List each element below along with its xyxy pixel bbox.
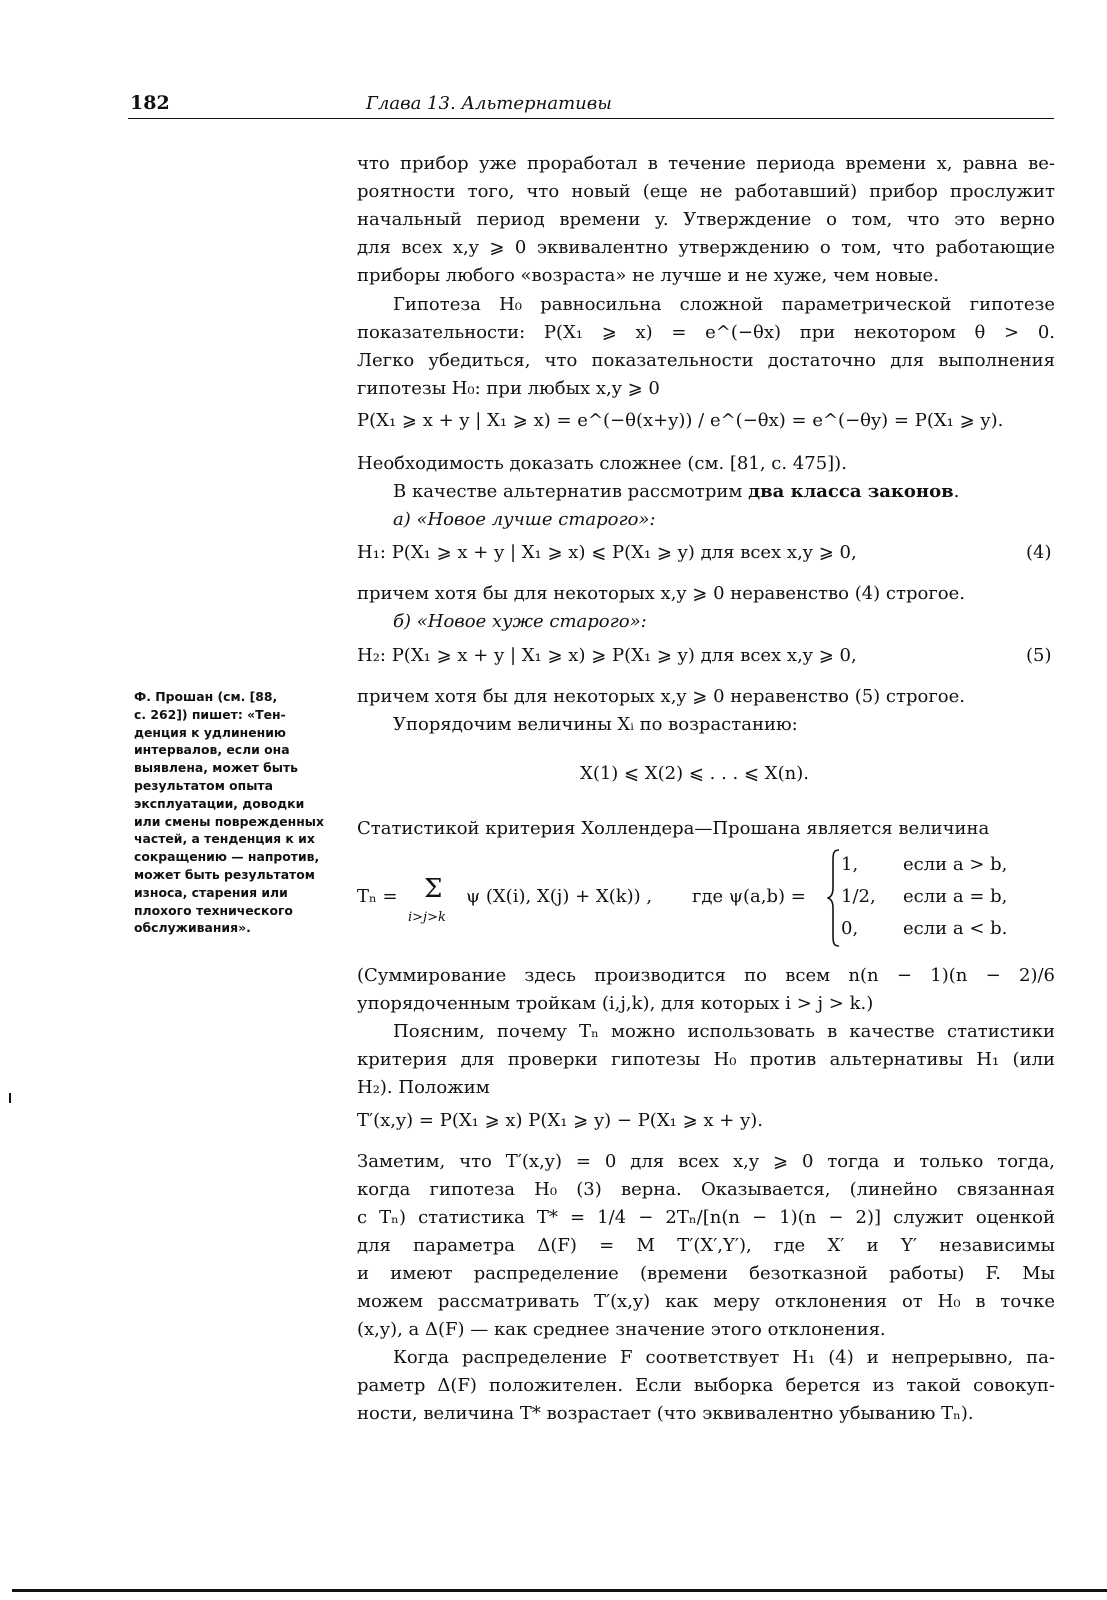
alternative-a: а) «Новое лучше старого»:: [393, 509, 656, 530]
text-line: H₂). Положим: [357, 1077, 490, 1098]
text-line: Поясним, почему Tₙ можно использовать в качестве статистики: [393, 1021, 1055, 1042]
sidenote-line: с. 262]) пишет: «Тен-: [134, 706, 286, 722]
text-line: что прибор уже проработал в течение периода времени x, равна ве-: [357, 153, 1055, 174]
equation-memoryless: P(X₁ ⩾ x + y | X₁ ⩾ x) = e^(−θ(x+y)) / e^(−θx) = e^(−θy) = P(X₁ ⩾ y).: [357, 410, 1004, 431]
paragraph-4-bold: два класса законов: [748, 481, 954, 502]
text-line: (x,y), а Δ(F) — как среднее значение этого отклонения.: [357, 1319, 886, 1340]
case-row: [841, 886, 1008, 907]
sidenote-line: выявлена, может быть: [134, 760, 299, 776]
text-line: Когда распределение F соответствует H₁ (4) и непрерывно, па-: [393, 1347, 1055, 1368]
case-row: [841, 854, 1008, 875]
text-line: можем рассматривать T′(x,y) как меру отклонения от H₀ в точке: [357, 1291, 1055, 1312]
paragraph-6: причем хотя бы для некоторых x,y ⩾ 0 неравенство (5) строгое.: [357, 686, 965, 707]
paragraph-9: [357, 962, 1055, 1018]
paragraph-8: Статистикой критерия Холлендера—Прошана является величина: [357, 818, 990, 839]
equation-h2: H₂: P(X₁ ⩾ x + y | X₁ ⩾ x) ⩾ P(X₁ ⩾ y) для всех x,y ⩾ 0,: [357, 645, 857, 666]
text-line: упорядоченным тройкам (i,j,k), для которых i > j > k.): [357, 993, 874, 1014]
sidenote-line: может быть результатом: [134, 866, 315, 882]
equation-number-4: (4): [1026, 542, 1052, 563]
equation-tn-lhs: Tₙ =: [357, 886, 398, 907]
text-line: критерия для проверки гипотезы H₀ против альтернативы H₁ (или: [357, 1049, 1055, 1070]
text-line: Легко убедиться, что показательности достаточно для выполнения: [357, 350, 1055, 371]
sidenote: [134, 688, 338, 937]
text-line: показательности: P(X₁ ⩾ x) = e^(−θx) при некотором θ > 0.: [357, 322, 1055, 343]
margin-mark: [9, 1093, 11, 1103]
text-line: Заметим, что T′(x,y) = 0 для всех x,y ⩾ 0 тогда и только тогда,: [357, 1151, 1055, 1172]
equation-t-prime: T′(x,y) = P(X₁ ⩾ x) P(X₁ ⩾ y) − P(X₁ ⩾ x + y).: [357, 1110, 763, 1131]
bottom-rule: [12, 1589, 1107, 1592]
running-title: Глава 13. Альтернативы: [366, 93, 612, 114]
alternative-b: б) «Новое хуже старого»:: [393, 611, 647, 632]
text-line: раметр Δ(F) положителен. Если выборка берется из такой совокуп-: [357, 1375, 1055, 1396]
case-row: [841, 918, 1008, 939]
paragraph-4-suffix: .: [953, 481, 960, 502]
text-line: гипотезы H₀: при любых x,y ⩾ 0: [357, 378, 660, 399]
sidenote-line: частей, а тенденция к их: [134, 831, 315, 847]
psi-cases: [827, 848, 1037, 948]
case-condition: если a = b,: [903, 886, 1008, 907]
paragraph-1: [357, 150, 1055, 290]
sidenote-line: Ф. Прошан (см. [88,: [134, 689, 278, 704]
text-line: с Tₙ) статистика T* = 1/4 − 2Tₙ/[n(n − 1)(n − 2)] служит оценкой: [357, 1207, 1055, 1228]
paragraph-3: Необходимость доказать сложнее (см. [81, с. 475]).: [357, 453, 847, 474]
sum-sign: Σ: [424, 874, 443, 904]
text-line: роятности того, что новый (еще не работавший) прибор прослужит: [357, 181, 1055, 202]
paragraph-12: [357, 1344, 1055, 1428]
case-value: 1,: [841, 854, 859, 875]
equation-order-statistics: X(1) ⩽ X(2) ⩽ . . . ⩽ X(n).: [580, 763, 809, 784]
equation-psi-definition: где ψ(a,b) =: [692, 886, 806, 907]
paragraph-4-text: В качестве альтернатив рассмотрим: [393, 481, 743, 502]
paragraph-5: причем хотя бы для некоторых x,y ⩾ 0 неравенство (4) строгое.: [357, 583, 965, 604]
text-line: Гипотеза H₀ равносильна сложной параметрической гипотезе: [393, 294, 1055, 315]
sidenote-line: интервалов, если она: [134, 742, 290, 758]
text-line: начальный период времени y. Утверждение о том, что это верно: [357, 209, 1055, 230]
sidenote-line: обслуживания».: [134, 920, 251, 936]
text-line: и имеют распределение (времени безотказной работы) F. Мы: [357, 1263, 1055, 1284]
paragraph-4: [357, 478, 1091, 506]
sidenote-line: результатом опыта: [134, 777, 273, 793]
case-value: 0,: [841, 918, 859, 939]
sum-subscript: i>j>k: [408, 910, 446, 925]
text-line: для параметра Δ(F) = M T′(X′,Y′), где X′ и Y′ независимы: [357, 1235, 1055, 1256]
case-condition: если a > b,: [903, 854, 1008, 875]
paragraph-10: [357, 1018, 1055, 1102]
sidenote-line: эксплуатации, доводки: [134, 795, 305, 811]
page-number: 182: [130, 92, 170, 114]
text-line: (Суммирование здесь производится по всем n(n − 1)(n − 2)/6: [357, 965, 1055, 986]
text-line: когда гипотеза H₀ (3) верна. Оказывается, (линейно связанная: [357, 1179, 1055, 1200]
paragraph-7: Упорядочим величины Xᵢ по возрастанию:: [393, 714, 798, 735]
brace-icon: [827, 848, 841, 948]
case-condition: если a < b.: [903, 918, 1008, 939]
equation-h1: H₁: P(X₁ ⩾ x + y | X₁ ⩾ x) ⩽ P(X₁ ⩾ y) для всех x,y ⩾ 0,: [357, 542, 857, 563]
text-line: приборы любого «возраста» не лучше и не хуже, чем новые.: [357, 265, 939, 286]
equation-tn-body: ψ (X(i), X(j) + X(k)) ,: [466, 886, 653, 907]
header-rule: [128, 118, 1054, 119]
case-value: 1/2,: [841, 886, 876, 907]
sidenote-line: сокращению — напротив,: [134, 849, 320, 865]
sidenote-line: плохого технического: [134, 902, 293, 918]
equation-number-5: (5): [1026, 645, 1052, 666]
sidenote-line: или смены поврежденных: [134, 813, 324, 829]
text-line: для всех x,y ⩾ 0 эквивалентно утверждению о том, что работающие: [357, 237, 1055, 258]
paragraph-11: [357, 1148, 1055, 1344]
sidenote-line: износа, старения или: [134, 884, 288, 900]
sidenote-line: денция к удлинению: [134, 724, 286, 740]
text-line: ности, величина T* возрастает (что эквивалентно убыванию Tₙ).: [357, 1403, 974, 1424]
paragraph-2: [357, 291, 1055, 403]
